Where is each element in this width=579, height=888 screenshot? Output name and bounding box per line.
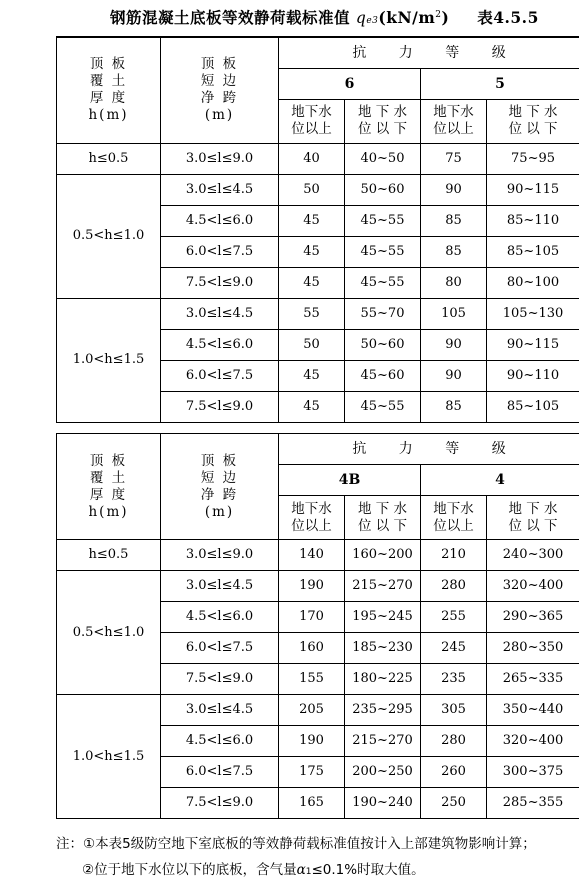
- cover-thickness-cell: h≤0.5: [57, 143, 161, 174]
- header-cover-thickness-line: 覆 土: [89, 73, 128, 90]
- load-value-cell: 90: [421, 360, 487, 391]
- span-range-cell: 3.0≤l≤9.0: [161, 540, 279, 571]
- load-value-cell: 255: [421, 602, 487, 633]
- load-value-cell: 320~400: [487, 571, 579, 602]
- table-row: [57, 174, 579, 205]
- cover-thickness-cell: 1.0<h≤1.5: [57, 298, 161, 422]
- load-value-cell: 190: [279, 726, 345, 757]
- load-value-cell: 85~110: [487, 205, 579, 236]
- span-range-cell: 3.0≤l≤4.5: [161, 571, 279, 602]
- load-value-cell: 260: [421, 757, 487, 788]
- load-value-cell: 205: [279, 695, 345, 726]
- header-above-water-table-line: 位以上: [433, 517, 474, 534]
- span-range-cell: 6.0<l≤7.5: [161, 757, 279, 788]
- load-value-cell: 235~295: [345, 695, 421, 726]
- span-range-cell: 6.0<l≤7.5: [161, 236, 279, 267]
- header-above-water-table: [279, 99, 345, 143]
- header-below-water-table-line: 地 下 水: [357, 500, 408, 517]
- span-range-cell: 3.0≤l≤4.5: [161, 174, 279, 205]
- load-value-cell: 305: [421, 695, 487, 726]
- header-above-water-table: [421, 99, 487, 143]
- title-unit-post: ): [441, 8, 450, 27]
- header-cover-thickness-line: h(m): [88, 107, 129, 124]
- header-short-span-line: 顶 板: [200, 56, 239, 73]
- load-value-cell: 105: [421, 298, 487, 329]
- span-range-cell: 7.5<l≤9.0: [161, 267, 279, 298]
- header-short-span-line: 顶 板: [200, 452, 239, 469]
- load-value-cell: 280: [421, 726, 487, 757]
- load-value-cell: 90~115: [487, 329, 579, 360]
- header-below-water-table: [345, 496, 421, 540]
- load-value-cell: 50~60: [345, 174, 421, 205]
- load-value-cell: 320~400: [487, 726, 579, 757]
- load-value-cell: 85: [421, 205, 487, 236]
- table-row: [57, 695, 579, 726]
- load-value-cell: 185~230: [345, 633, 421, 664]
- header-short-span-line: 净 跨: [200, 90, 239, 107]
- load-value-cell: 170: [279, 602, 345, 633]
- load-value-cell: 280~350: [487, 633, 579, 664]
- header-cover-thickness: [57, 37, 161, 143]
- load-value-cell: 250: [421, 788, 487, 819]
- load-value-cell: 190: [279, 571, 345, 602]
- load-value-cell: 90~115: [487, 174, 579, 205]
- header-cover-thickness-line: 覆 土: [89, 469, 128, 486]
- note-1: 注：①本表5级防空地下室底板的等效静荷载标准值按计入上部建筑物影响计算；: [56, 836, 536, 852]
- span-range-cell: 6.0<l≤7.5: [161, 633, 279, 664]
- load-value-cell: 215~270: [345, 571, 421, 602]
- load-value-cell: 160~200: [345, 540, 421, 571]
- note-2-alpha: α: [296, 862, 306, 878]
- load-value-cell: 45~60: [345, 360, 421, 391]
- span-range-cell: 4.5<l≤6.0: [161, 726, 279, 757]
- span-range-cell: 3.0≤l≤4.5: [161, 695, 279, 726]
- cover-thickness-cell: 0.5<h≤1.0: [57, 174, 161, 298]
- load-value-cell: 45: [279, 267, 345, 298]
- header-short-span-line: 短 边: [200, 469, 239, 486]
- load-value-cell: 280: [421, 571, 487, 602]
- table-notes: [56, 831, 579, 885]
- note-2-alpha-subscript: 1: [305, 867, 312, 877]
- header-below-water-table-line: 位 以 下: [357, 517, 408, 534]
- title-q-symbol: q: [355, 9, 367, 27]
- header-above-water-table-line: 地下水: [291, 104, 332, 120]
- load-value-cell: 45: [279, 391, 345, 422]
- load-value-cell: 85: [421, 391, 487, 422]
- load-value-cell: 75~95: [487, 143, 579, 174]
- span-range-cell: 6.0<l≤7.5: [161, 360, 279, 391]
- title-q-subscript: e3: [366, 16, 379, 26]
- load-value-cell: 235: [421, 664, 487, 695]
- header-cover-thickness-line: 顶 板: [89, 452, 128, 469]
- load-value-cell: 75: [421, 143, 487, 174]
- load-value-cell: 265~335: [487, 664, 579, 695]
- load-value-cell: 350~440: [487, 695, 579, 726]
- load-value-cell: 245: [421, 633, 487, 664]
- load-value-cell: 80: [421, 267, 487, 298]
- header-level: 4: [421, 465, 579, 496]
- load-value-cell: 45: [279, 205, 345, 236]
- cover-thickness-cell: 1.0<h≤1.5: [57, 695, 161, 819]
- header-below-water-table: [345, 99, 421, 143]
- span-range-cell: 4.5<l≤6.0: [161, 329, 279, 360]
- header-below-water-table-line: 地 下 水: [357, 104, 408, 120]
- header-row: [57, 37, 579, 68]
- header-above-water-table-line: 地下水: [433, 500, 474, 517]
- header-above-water-table: [279, 496, 345, 540]
- load-value-cell: 195~245: [345, 602, 421, 633]
- load-value-cell: 45~55: [345, 267, 421, 298]
- load-value-cell: 40: [279, 143, 345, 174]
- header-above-water-table-line: 位以上: [291, 121, 332, 137]
- load-value-cell: 90~110: [487, 360, 579, 391]
- load-value-cell: 105~130: [487, 298, 579, 329]
- title-unit-pre: (kN/m: [378, 8, 436, 27]
- load-value-cell: 85~105: [487, 391, 579, 422]
- span-range-cell: 7.5<l≤9.0: [161, 391, 279, 422]
- header-short-span-line: 短 边: [200, 73, 239, 90]
- title-unit-superscript: 2: [435, 10, 442, 20]
- table-number: 表4.5.5: [477, 8, 539, 27]
- header-below-water-table-line: 位 以 下: [508, 121, 558, 137]
- header-short-span-line: (m): [204, 503, 235, 520]
- header-short-span: [161, 37, 279, 143]
- span-range-cell: 7.5<l≤9.0: [161, 664, 279, 695]
- load-value-cell: 190~240: [345, 788, 421, 819]
- header-resistance-grade: 抗 力 等 级: [279, 434, 579, 465]
- span-range-cell: 3.0≤l≤9.0: [161, 143, 279, 174]
- span-range-cell: 3.0≤l≤4.5: [161, 298, 279, 329]
- header-above-water-table: [421, 496, 487, 540]
- header-short-span-line: (m): [204, 107, 235, 124]
- load-value-cell: 45~55: [345, 391, 421, 422]
- load-value-cell: 240~300: [487, 540, 579, 571]
- load-value-cell: 175: [279, 757, 345, 788]
- load-value-cell: 140: [279, 540, 345, 571]
- table-row: [57, 298, 579, 329]
- load-value-cell: 55~70: [345, 298, 421, 329]
- header-level: 6: [279, 68, 421, 99]
- load-value-cell: 50: [279, 174, 345, 205]
- load-table-upper: [56, 36, 579, 423]
- span-range-cell: 7.5<l≤9.0: [161, 788, 279, 819]
- load-value-cell: 180~225: [345, 664, 421, 695]
- load-value-cell: 210: [421, 540, 487, 571]
- header-above-water-table-line: 位以上: [433, 121, 474, 137]
- header-above-water-table-line: 地下水: [291, 500, 332, 517]
- cover-thickness-cell: 0.5<h≤1.0: [57, 571, 161, 695]
- load-value-cell: 90: [421, 329, 487, 360]
- load-value-cell: 90: [421, 174, 487, 205]
- header-level: 5: [421, 68, 579, 99]
- load-value-cell: 45: [279, 236, 345, 267]
- load-value-cell: 160: [279, 633, 345, 664]
- title-main: 钢筋混凝土底板等效静荷载标准值: [110, 8, 351, 27]
- load-value-cell: 50~60: [345, 329, 421, 360]
- header-cover-thickness-line: 顶 板: [89, 56, 128, 73]
- load-value-cell: 40~50: [345, 143, 421, 174]
- load-value-cell: 85: [421, 236, 487, 267]
- header-cover-thickness-line: h(m): [88, 503, 129, 520]
- span-range-cell: 4.5<l≤6.0: [161, 602, 279, 633]
- load-value-cell: 85~105: [487, 236, 579, 267]
- load-value-cell: 45: [279, 360, 345, 391]
- load-value-cell: 80~100: [487, 267, 579, 298]
- table-row: [57, 143, 579, 174]
- table-row: [57, 571, 579, 602]
- header-below-water-table-line: 地 下 水: [508, 104, 558, 120]
- header-below-water-table: [487, 99, 579, 143]
- header-below-water-table-line: 位 以 下: [508, 517, 558, 534]
- header-cover-thickness: [57, 434, 161, 540]
- header-cover-thickness-line: 厚 度: [89, 90, 128, 107]
- table-row: [57, 540, 579, 571]
- header-resistance-grade: 抗 力 等 级: [279, 37, 579, 68]
- load-value-cell: 300~375: [487, 757, 579, 788]
- load-value-cell: 45~55: [345, 236, 421, 267]
- load-table-lower: [56, 433, 579, 819]
- load-value-cell: 215~270: [345, 726, 421, 757]
- header-above-water-table-line: 位以上: [291, 517, 332, 534]
- header-level: 4B: [279, 465, 421, 496]
- cover-thickness-cell: h≤0.5: [57, 540, 161, 571]
- load-value-cell: 285~355: [487, 788, 579, 819]
- header-below-water-table-line: 地 下 水: [508, 500, 558, 517]
- load-value-cell: 55: [279, 298, 345, 329]
- header-above-water-table-line: 地下水: [433, 104, 474, 120]
- load-value-cell: 165: [279, 788, 345, 819]
- load-value-cell: 50: [279, 329, 345, 360]
- note-2: [56, 857, 579, 885]
- load-value-cell: 290~365: [487, 602, 579, 633]
- header-cover-thickness-line: 厚 度: [89, 486, 128, 503]
- load-value-cell: 200~250: [345, 757, 421, 788]
- note-2-post: ≤0.1%时取大值。: [311, 862, 425, 878]
- note-2-pre: ②位于地下水位以下的底板，含气量: [82, 862, 297, 878]
- header-below-water-table-line: 位 以 下: [357, 121, 408, 137]
- header-short-span-line: 净 跨: [200, 486, 239, 503]
- span-range-cell: 4.5<l≤6.0: [161, 205, 279, 236]
- load-value-cell: 45~55: [345, 205, 421, 236]
- load-value-cell: 155: [279, 664, 345, 695]
- header-row: [57, 434, 579, 465]
- table-title: [110, 6, 579, 30]
- header-short-span: [161, 434, 279, 540]
- header-below-water-table: [487, 496, 579, 540]
